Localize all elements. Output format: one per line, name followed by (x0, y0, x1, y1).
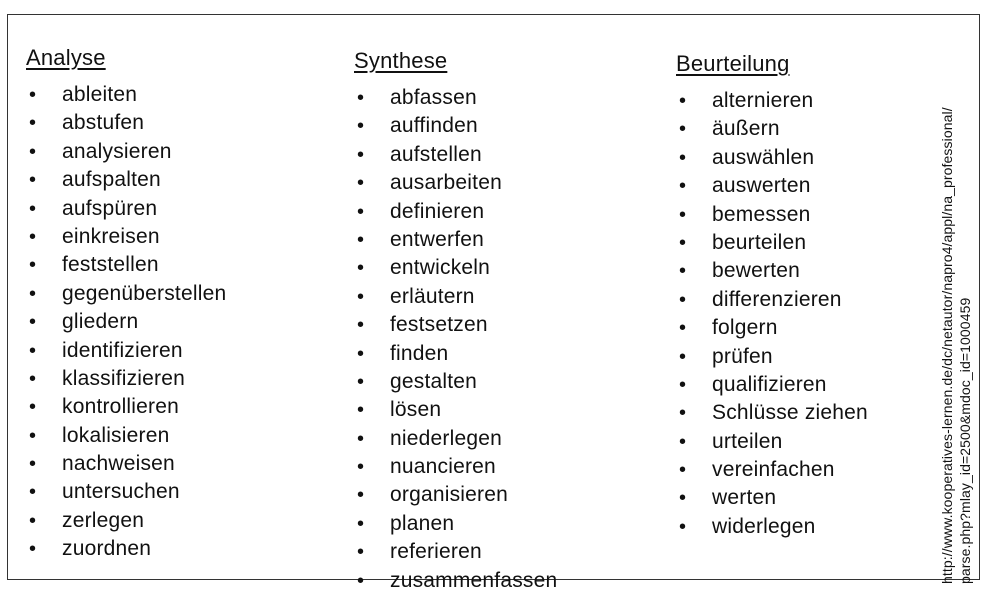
bullet-icon: • (357, 257, 365, 280)
list-item (354, 425, 557, 453)
list-item (676, 314, 868, 342)
list-item-label: äußern (712, 117, 780, 141)
list-item (26, 251, 226, 279)
list-item (26, 195, 226, 223)
list-item-label: alternieren (712, 89, 814, 112)
list-item (354, 283, 557, 311)
column-heading-synthese: Synthese (354, 48, 448, 73)
column-beurteilung (676, 51, 868, 541)
bullet-icon: • (679, 203, 687, 226)
list-item (676, 257, 868, 285)
list-item-label: werten (712, 486, 777, 510)
list-item (354, 510, 557, 538)
source-url-line-1: http://www.kooperatives-lernen.de/dc/netautor/napro4/appl/na_professional/ (939, 107, 955, 584)
bullet-icon: • (679, 373, 687, 396)
list-item (354, 340, 557, 368)
bullet-icon: • (29, 481, 37, 504)
list-item (26, 365, 226, 393)
bullet-icon: • (357, 314, 365, 337)
list-item (354, 169, 557, 197)
list-item-label: feststellen (62, 253, 159, 277)
list-item-label: finden (390, 341, 449, 365)
list-item (26, 393, 226, 421)
list-item (354, 368, 557, 396)
list-item-label: lokalisieren (62, 423, 170, 447)
bullet-icon: • (357, 512, 365, 535)
list-item (676, 87, 868, 115)
list-item (26, 166, 226, 194)
verb-list-synthese (354, 84, 557, 595)
bullet-icon: • (679, 459, 687, 482)
bullet-icon: • (357, 285, 365, 308)
list-item-label: festsetzen (390, 313, 488, 337)
list-item-label: gliedern (62, 310, 139, 334)
list-item (354, 538, 557, 566)
bullet-icon: • (357, 399, 365, 422)
list-item (26, 422, 226, 450)
bullet-icon: • (679, 146, 687, 169)
list-item (676, 428, 868, 456)
bullet-icon: • (679, 345, 687, 368)
list-item (26, 507, 226, 535)
list-item-label: zusammenfassen (390, 568, 558, 592)
bullet-icon: • (357, 115, 365, 138)
list-item-label: widerlegen (712, 514, 816, 538)
list-item-label: aufspüren (62, 196, 158, 220)
bullet-icon: • (679, 430, 687, 453)
list-item-label: referieren (390, 540, 482, 564)
bullet-icon: • (29, 197, 37, 220)
column-synthese (354, 48, 557, 595)
bullet-icon: • (679, 288, 687, 311)
list-item (676, 513, 868, 541)
bullet-icon: • (679, 317, 687, 340)
list-item (676, 484, 868, 512)
list-item-label: beurteilen (712, 230, 807, 254)
list-item-label: aufstellen (390, 142, 482, 166)
bullet-icon: • (29, 140, 37, 163)
list-item (26, 535, 226, 563)
list-item-label: vereinfachen (712, 458, 835, 482)
list-item-label: urteilen (712, 429, 783, 453)
list-item-label: abfassen (390, 86, 477, 109)
list-item (676, 399, 868, 427)
bullet-icon: • (29, 509, 37, 532)
bullet-icon: • (29, 396, 37, 419)
list-item (354, 453, 557, 481)
list-item (676, 201, 868, 229)
bullet-icon: • (357, 200, 365, 223)
list-item (26, 308, 226, 336)
list-item (676, 229, 868, 257)
list-item-label: gegenüberstellen (62, 281, 227, 305)
list-item-label: entwerfen (390, 227, 485, 251)
list-item-label: bewerten (712, 259, 800, 283)
bullet-icon: • (29, 453, 37, 476)
list-item-label: analysieren (62, 139, 172, 163)
list-item-label: folgern (712, 316, 778, 340)
list-item-label: untersuchen (62, 480, 180, 504)
list-item-label: zuordnen (62, 537, 152, 561)
column-analyse (26, 45, 226, 564)
list-item (26, 280, 226, 308)
bullet-icon: • (29, 225, 37, 248)
bullet-icon: • (29, 169, 37, 192)
bullet-icon: • (679, 118, 687, 141)
list-item-label: planen (390, 511, 455, 535)
list-item-label: kontrollieren (62, 395, 179, 419)
bullet-icon: • (357, 172, 365, 195)
bullet-icon: • (29, 424, 37, 447)
bullet-icon: • (29, 538, 37, 561)
verb-list-beurteilung (676, 87, 868, 541)
list-item (26, 223, 226, 251)
list-item (676, 115, 868, 143)
bullet-icon: • (679, 231, 687, 254)
list-item (26, 450, 226, 478)
list-item-label: qualifizieren (712, 372, 827, 396)
list-item-label: nachweisen (62, 452, 175, 476)
list-item-label: entwickeln (390, 256, 491, 280)
list-item (676, 343, 868, 371)
table-frame (7, 14, 980, 592)
column-heading-analyse: Analyse (26, 45, 106, 70)
verb-list-analyse (26, 81, 226, 564)
list-item-label: auswerten (712, 174, 811, 198)
list-item (354, 481, 557, 509)
bullet-icon: • (679, 175, 687, 198)
list-item-label: identifizieren (62, 338, 183, 362)
list-item (26, 138, 226, 166)
list-item (676, 371, 868, 399)
list-item (26, 337, 226, 365)
list-item-label: auswählen (712, 145, 815, 169)
bullet-icon: • (357, 143, 365, 166)
list-item-label: erläutern (390, 284, 475, 308)
list-item (354, 226, 557, 254)
bullet-icon: • (29, 84, 37, 106)
bullet-icon: • (679, 487, 687, 510)
list-item (354, 396, 557, 424)
bullet-icon: • (679, 260, 687, 283)
bullet-icon: • (357, 569, 365, 592)
list-item-label: lösen (390, 398, 442, 422)
list-item-label: ausarbeiten (390, 171, 502, 195)
list-item-label: Schlüsse ziehen (712, 401, 868, 425)
bullet-icon: • (357, 370, 365, 393)
list-item-label: ableiten (62, 83, 138, 106)
list-item-label: prüfen (712, 344, 773, 368)
list-item (354, 567, 557, 595)
list-item-label: organisieren (390, 483, 508, 507)
list-item-label: abstufen (62, 111, 145, 135)
bullet-icon: • (29, 311, 37, 334)
list-item (354, 84, 557, 112)
list-item-label: differenzieren (712, 287, 842, 311)
bullet-icon: • (357, 87, 365, 109)
list-item (26, 478, 226, 506)
bullet-icon: • (357, 342, 365, 365)
list-item-label: zerlegen (62, 508, 145, 532)
bullet-icon: • (29, 282, 37, 305)
bullet-icon: • (679, 402, 687, 425)
list-item-label: aufspalten (62, 168, 161, 192)
column-heading-beurteilung: Beurteilung (676, 51, 790, 76)
list-item (354, 112, 557, 140)
bullet-icon: • (29, 367, 37, 390)
list-item (354, 254, 557, 282)
bullet-icon: • (357, 427, 365, 450)
bullet-icon: • (29, 339, 37, 362)
list-item-label: auffinden (390, 114, 478, 138)
source-url-line-2: parse.php?mlay_id=2500&mdoc_id=1000459 (957, 297, 973, 584)
bullet-icon: • (29, 254, 37, 277)
list-item (676, 286, 868, 314)
list-item-label: gestalten (390, 369, 478, 393)
list-item (676, 172, 868, 200)
list-item (354, 198, 557, 226)
list-item (676, 456, 868, 484)
bullet-icon: • (29, 112, 37, 135)
bullet-icon: • (357, 541, 365, 564)
bullet-icon: • (679, 515, 687, 538)
list-item (26, 81, 226, 109)
list-item-label: definieren (390, 199, 485, 223)
source-url (938, 54, 974, 584)
list-item-label: einkreisen (62, 224, 160, 248)
bullet-icon: • (357, 456, 365, 479)
list-item-label: bemessen (712, 202, 811, 226)
list-item-label: nuancieren (390, 455, 496, 479)
bullet-icon: • (679, 90, 687, 112)
list-item (354, 311, 557, 339)
list-item-label: niederlegen (390, 426, 502, 450)
list-item (354, 141, 557, 169)
bullet-icon: • (357, 484, 365, 507)
bullet-icon: • (357, 228, 365, 251)
list-item-label: klassifizieren (62, 366, 186, 390)
list-item (676, 144, 868, 172)
list-item (26, 109, 226, 137)
